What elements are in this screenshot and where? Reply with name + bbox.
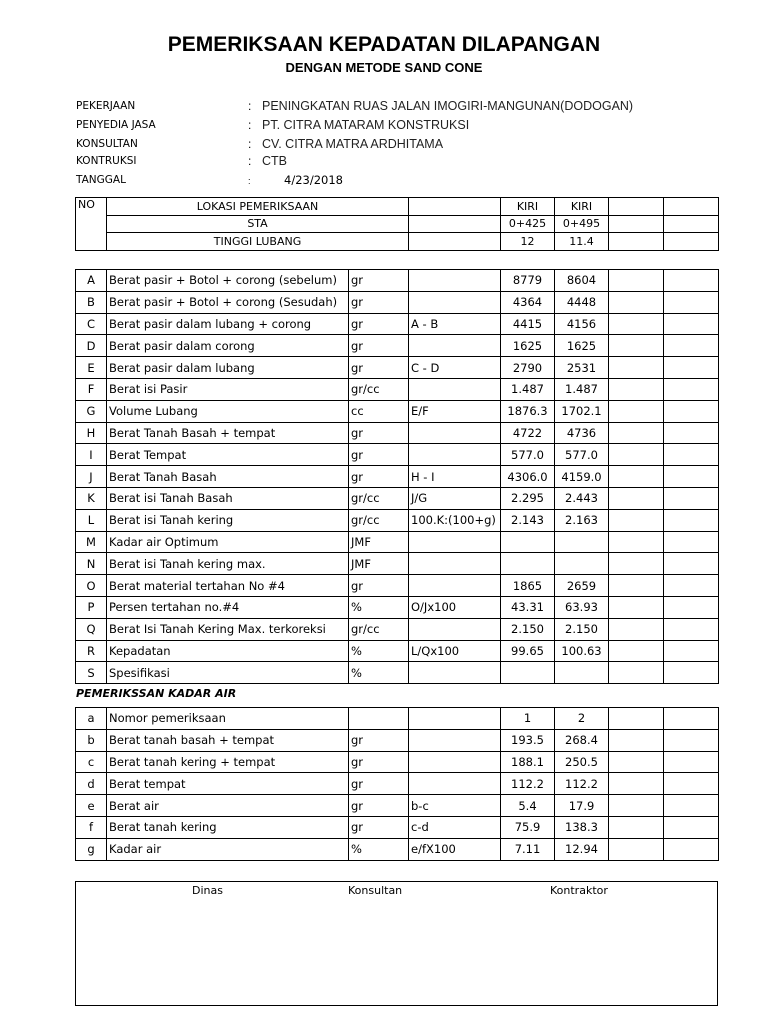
empty-cell bbox=[609, 444, 664, 466]
empty-cell bbox=[609, 422, 664, 444]
empty-cell bbox=[609, 378, 664, 400]
info-colon: : bbox=[248, 99, 252, 113]
row-value-1: 577.0 bbox=[501, 444, 555, 466]
info-row-tanggal bbox=[76, 172, 736, 188]
row-description: Berat Isi Tanah Kering Max. terkoreksi bbox=[107, 618, 349, 640]
empty-cell bbox=[664, 313, 719, 335]
empty-cell bbox=[664, 531, 719, 553]
empty-cell bbox=[664, 444, 719, 466]
position-col1: KIRI bbox=[501, 198, 555, 216]
sta-col2: 0+495 bbox=[555, 215, 609, 233]
empty-cell bbox=[664, 422, 719, 444]
table-row bbox=[76, 575, 719, 597]
row-formula: b-c bbox=[409, 795, 501, 817]
row-value-2 bbox=[555, 553, 609, 575]
water-section-title: PEMERIKSSAN KADAR AIR bbox=[76, 687, 237, 700]
row-value-2: 268.4 bbox=[555, 729, 609, 751]
row-formula bbox=[409, 444, 501, 466]
row-description: Berat pasir + Botol + corong (sebelum) bbox=[107, 270, 349, 292]
table-row bbox=[76, 795, 719, 817]
empty-cell bbox=[609, 640, 664, 662]
empty-cell bbox=[664, 575, 719, 597]
empty-cell bbox=[664, 378, 719, 400]
table-row bbox=[76, 773, 719, 795]
empty-cell bbox=[664, 708, 719, 730]
table-row bbox=[76, 400, 719, 422]
table-row bbox=[76, 233, 719, 251]
empty-cell bbox=[664, 640, 719, 662]
empty-cell bbox=[609, 795, 664, 817]
table-row bbox=[76, 729, 719, 751]
empty-cell bbox=[664, 838, 719, 860]
empty-cell bbox=[609, 487, 664, 509]
row-value-2: 2659 bbox=[555, 575, 609, 597]
row-value-2: 2.163 bbox=[555, 509, 609, 531]
empty-cell bbox=[664, 816, 719, 838]
row-formula bbox=[409, 773, 501, 795]
info-row-penyedia-jasa bbox=[76, 117, 736, 133]
table-row bbox=[76, 335, 719, 357]
row-code: R bbox=[76, 640, 107, 662]
row-code: N bbox=[76, 553, 107, 575]
row-description: Berat Tanah Basah + tempat bbox=[107, 422, 349, 444]
row-unit: % bbox=[349, 838, 409, 860]
row-formula bbox=[409, 618, 501, 640]
row-formula bbox=[409, 422, 501, 444]
row-unit: gr/cc bbox=[349, 487, 409, 509]
table-row bbox=[76, 596, 719, 618]
row-value-2: 1625 bbox=[555, 335, 609, 357]
row-value-2: 100.63 bbox=[555, 640, 609, 662]
row-value-2: 63.93 bbox=[555, 596, 609, 618]
row-value-2: 8604 bbox=[555, 270, 609, 292]
row-description: Berat isi Tanah kering max. bbox=[107, 553, 349, 575]
row-value-1 bbox=[501, 531, 555, 553]
empty-cell bbox=[664, 729, 719, 751]
row-formula: C - D bbox=[409, 357, 501, 379]
empty-cell bbox=[664, 596, 719, 618]
row-code: I bbox=[76, 444, 107, 466]
empty-cell bbox=[664, 553, 719, 575]
row-unit bbox=[349, 708, 409, 730]
row-value-1: 188.1 bbox=[501, 751, 555, 773]
info-colon: : bbox=[248, 176, 251, 186]
empty-cell bbox=[664, 270, 719, 292]
row-value-1: 7.11 bbox=[501, 838, 555, 860]
tinggi-label: TINGGI LUBANG bbox=[107, 233, 409, 251]
row-formula: E/F bbox=[409, 400, 501, 422]
info-label: PEKERJAAN bbox=[76, 100, 136, 112]
row-value-2: 4736 bbox=[555, 422, 609, 444]
row-code: C bbox=[76, 313, 107, 335]
row-unit: gr bbox=[349, 357, 409, 379]
empty-cell bbox=[609, 509, 664, 531]
row-value-2 bbox=[555, 662, 609, 684]
info-value: PENINGKATAN RUAS JALAN IMOGIRI-MANGUNAN(DODOGAN) bbox=[262, 99, 634, 113]
row-description: Berat isi Tanah Basah bbox=[107, 487, 349, 509]
page-subtitle: DENGAN METODE SAND CONE bbox=[285, 60, 483, 75]
signature-konsultan: Konsultan bbox=[348, 884, 403, 897]
table-row bbox=[76, 640, 719, 662]
row-unit: gr bbox=[349, 335, 409, 357]
table-row bbox=[76, 313, 719, 335]
row-formula: 100.K:(100+g) bbox=[409, 509, 501, 531]
empty-cell bbox=[664, 357, 719, 379]
empty-cell bbox=[664, 509, 719, 531]
empty-cell bbox=[609, 553, 664, 575]
row-value-1: 1865 bbox=[501, 575, 555, 597]
table-row bbox=[76, 215, 719, 233]
row-description: Kadar air Optimum bbox=[107, 531, 349, 553]
row-code: S bbox=[76, 662, 107, 684]
row-code: e bbox=[76, 795, 107, 817]
row-description: Berat tanah kering + tempat bbox=[107, 751, 349, 773]
table-row bbox=[76, 662, 719, 684]
empty-cell bbox=[664, 751, 719, 773]
water-content-table-body bbox=[76, 708, 719, 861]
empty-cell bbox=[609, 729, 664, 751]
row-formula bbox=[409, 291, 501, 313]
row-description: Kepadatan bbox=[107, 640, 349, 662]
lokasi-header: LOKASI PEMERIKSAAN bbox=[107, 198, 409, 216]
tinggi-col1: 12 bbox=[501, 233, 555, 251]
row-value-1: 75.9 bbox=[501, 816, 555, 838]
empty-cell bbox=[664, 487, 719, 509]
position-col2: KIRI bbox=[555, 198, 609, 216]
row-description: Berat Tanah Basah bbox=[107, 466, 349, 488]
row-formula: A - B bbox=[409, 313, 501, 335]
row-value-2: 577.0 bbox=[555, 444, 609, 466]
empty-cell bbox=[609, 662, 664, 684]
table-row bbox=[76, 270, 719, 292]
row-value-1: 2.295 bbox=[501, 487, 555, 509]
row-unit: gr bbox=[349, 422, 409, 444]
row-description: Berat tempat bbox=[107, 773, 349, 795]
empty-cell bbox=[609, 575, 664, 597]
row-formula: c-d bbox=[409, 816, 501, 838]
tinggi-col2: 11.4 bbox=[555, 233, 609, 251]
empty-cell bbox=[609, 466, 664, 488]
info-label: PENYEDIA JASA bbox=[76, 119, 156, 131]
page-title: PEMERIKSAAN KEPADATAN DILAPANGAN bbox=[167, 33, 601, 56]
empty-cell bbox=[609, 618, 664, 640]
empty-cell bbox=[609, 838, 664, 860]
empty-cell bbox=[664, 773, 719, 795]
row-value-1: 2.143 bbox=[501, 509, 555, 531]
row-unit: gr bbox=[349, 313, 409, 335]
row-description: Berat isi Tanah kering bbox=[107, 509, 349, 531]
row-formula: L/Qx100 bbox=[409, 640, 501, 662]
row-unit: gr bbox=[349, 466, 409, 488]
empty-cell bbox=[609, 773, 664, 795]
row-formula: e/fX100 bbox=[409, 838, 501, 860]
info-colon: : bbox=[248, 118, 252, 132]
row-value-1: 4415 bbox=[501, 313, 555, 335]
info-row-konsultan bbox=[76, 136, 736, 152]
info-row-kontruksi bbox=[76, 153, 736, 169]
info-value: PT. CITRA MATARAM KONSTRUKSI bbox=[262, 118, 470, 132]
row-value-1: 1 bbox=[501, 708, 555, 730]
row-code: Q bbox=[76, 618, 107, 640]
info-value: CV. CITRA MATRA ARDHITAMA bbox=[262, 137, 444, 151]
table-row bbox=[76, 378, 719, 400]
row-formula bbox=[409, 575, 501, 597]
info-row-pekerjaan bbox=[76, 98, 736, 114]
row-value-2: 1702.1 bbox=[555, 400, 609, 422]
row-value-2: 4156 bbox=[555, 313, 609, 335]
row-description: Berat pasir dalam corong bbox=[107, 335, 349, 357]
row-code: a bbox=[76, 708, 107, 730]
empty-cell bbox=[609, 708, 664, 730]
row-unit: % bbox=[349, 596, 409, 618]
row-value-2 bbox=[555, 531, 609, 553]
table-row bbox=[76, 466, 719, 488]
row-formula bbox=[409, 662, 501, 684]
row-formula bbox=[409, 270, 501, 292]
row-code: M bbox=[76, 531, 107, 553]
row-value-1: 5.4 bbox=[501, 795, 555, 817]
row-description: Spesifikasi bbox=[107, 662, 349, 684]
row-value-2: 138.3 bbox=[555, 816, 609, 838]
row-value-1: 99.65 bbox=[501, 640, 555, 662]
water-content-table bbox=[75, 707, 719, 861]
table-row bbox=[76, 531, 719, 553]
table-row bbox=[76, 553, 719, 575]
row-unit: gr bbox=[349, 795, 409, 817]
row-description: Berat tanah kering bbox=[107, 816, 349, 838]
row-value-2: 2531 bbox=[555, 357, 609, 379]
row-value-2: 250.5 bbox=[555, 751, 609, 773]
empty-cell bbox=[664, 662, 719, 684]
row-value-2: 4159.0 bbox=[555, 466, 609, 488]
table-row bbox=[76, 838, 719, 860]
empty-cell bbox=[664, 400, 719, 422]
row-unit: gr bbox=[349, 291, 409, 313]
row-unit: JMF bbox=[349, 553, 409, 575]
row-description: Nomor pemeriksaan bbox=[107, 708, 349, 730]
info-label: KONSULTAN bbox=[76, 138, 138, 150]
empty-cell bbox=[609, 357, 664, 379]
row-unit: % bbox=[349, 662, 409, 684]
row-formula bbox=[409, 335, 501, 357]
table-row bbox=[76, 816, 719, 838]
row-description: Berat pasir dalam lubang + corong bbox=[107, 313, 349, 335]
empty-cell bbox=[609, 270, 664, 292]
table-row bbox=[76, 751, 719, 773]
row-code: b bbox=[76, 729, 107, 751]
row-formula bbox=[409, 531, 501, 553]
row-value-1: 8779 bbox=[501, 270, 555, 292]
row-unit: gr bbox=[349, 575, 409, 597]
empty-cell bbox=[609, 335, 664, 357]
row-description: Volume Lubang bbox=[107, 400, 349, 422]
table-row bbox=[76, 198, 719, 216]
row-value-1: 4722 bbox=[501, 422, 555, 444]
signature-dinas: Dinas bbox=[192, 884, 223, 897]
row-formula bbox=[409, 708, 501, 730]
row-value-1: 2790 bbox=[501, 357, 555, 379]
info-colon: : bbox=[248, 137, 252, 151]
row-unit: gr bbox=[349, 751, 409, 773]
row-code: H bbox=[76, 422, 107, 444]
row-unit: gr bbox=[349, 444, 409, 466]
row-value-1: 4306.0 bbox=[501, 466, 555, 488]
row-description: Berat air bbox=[107, 795, 349, 817]
row-code: O bbox=[76, 575, 107, 597]
row-unit: gr bbox=[349, 773, 409, 795]
table-row bbox=[76, 708, 719, 730]
row-code: K bbox=[76, 487, 107, 509]
row-code: A bbox=[76, 270, 107, 292]
row-value-1: 4364 bbox=[501, 291, 555, 313]
row-description: Berat pasir + Botol + corong (Sesudah) bbox=[107, 291, 349, 313]
empty-cell bbox=[609, 751, 664, 773]
row-formula bbox=[409, 751, 501, 773]
row-value-2: 12.94 bbox=[555, 838, 609, 860]
row-formula bbox=[409, 553, 501, 575]
row-code: g bbox=[76, 838, 107, 860]
row-code: J bbox=[76, 466, 107, 488]
sta-col1: 0+425 bbox=[501, 215, 555, 233]
row-formula: J/G bbox=[409, 487, 501, 509]
row-value-1: 1876.3 bbox=[501, 400, 555, 422]
row-code: D bbox=[76, 335, 107, 357]
row-unit: gr/cc bbox=[349, 509, 409, 531]
empty-cell bbox=[664, 335, 719, 357]
row-description: Berat isi Pasir bbox=[107, 378, 349, 400]
signature-kontraktor: Kontraktor bbox=[550, 884, 608, 897]
row-value-2: 2 bbox=[555, 708, 609, 730]
row-value-2: 4448 bbox=[555, 291, 609, 313]
row-value-2: 2.443 bbox=[555, 487, 609, 509]
sta-label: STA bbox=[107, 215, 409, 233]
row-description: Berat tanah basah + tempat bbox=[107, 729, 349, 751]
row-code: c bbox=[76, 751, 107, 773]
row-description: Persen tertahan no.#4 bbox=[107, 596, 349, 618]
row-unit: gr/cc bbox=[349, 378, 409, 400]
row-unit: JMF bbox=[349, 531, 409, 553]
sand-cone-table bbox=[75, 269, 719, 684]
row-formula: H - I bbox=[409, 466, 501, 488]
row-value-2: 1.487 bbox=[555, 378, 609, 400]
row-code: f bbox=[76, 816, 107, 838]
empty-cell bbox=[609, 531, 664, 553]
row-unit: cc bbox=[349, 400, 409, 422]
row-code: G bbox=[76, 400, 107, 422]
row-value-2: 17.9 bbox=[555, 795, 609, 817]
row-code: F bbox=[76, 378, 107, 400]
row-formula bbox=[409, 378, 501, 400]
row-value-1: 2.150 bbox=[501, 618, 555, 640]
row-unit: gr bbox=[349, 729, 409, 751]
row-value-2: 2.150 bbox=[555, 618, 609, 640]
sand-cone-table-body bbox=[76, 270, 719, 684]
row-value-1: 193.5 bbox=[501, 729, 555, 751]
row-description: Kadar air bbox=[107, 838, 349, 860]
row-code: L bbox=[76, 509, 107, 531]
row-value-1: 1625 bbox=[501, 335, 555, 357]
row-description: Berat material tertahan No #4 bbox=[107, 575, 349, 597]
table-row bbox=[76, 444, 719, 466]
table-row bbox=[76, 509, 719, 531]
row-value-1: 43.31 bbox=[501, 596, 555, 618]
row-unit: gr/cc bbox=[349, 618, 409, 640]
info-label: KONTRUKSI bbox=[76, 155, 137, 167]
info-colon: : bbox=[248, 154, 252, 168]
empty-cell bbox=[664, 291, 719, 313]
table-row bbox=[76, 291, 719, 313]
empty-cell bbox=[609, 596, 664, 618]
empty-cell bbox=[609, 313, 664, 335]
empty-cell bbox=[609, 400, 664, 422]
empty-cell bbox=[664, 795, 719, 817]
row-value-1 bbox=[501, 662, 555, 684]
row-code: E bbox=[76, 357, 107, 379]
row-formula: O/Jx100 bbox=[409, 596, 501, 618]
row-unit: gr bbox=[349, 816, 409, 838]
location-table bbox=[75, 197, 719, 251]
info-label: TANGGAL bbox=[76, 174, 126, 186]
signature-box bbox=[75, 881, 718, 1006]
no-header: NO bbox=[76, 198, 107, 251]
row-formula bbox=[409, 729, 501, 751]
table-row bbox=[76, 618, 719, 640]
row-description: Berat Tempat bbox=[107, 444, 349, 466]
row-description: Berat pasir dalam lubang bbox=[107, 357, 349, 379]
empty-cell bbox=[664, 618, 719, 640]
table-row bbox=[76, 487, 719, 509]
row-unit: gr bbox=[349, 270, 409, 292]
info-value: 4/23/2018 bbox=[284, 173, 343, 187]
row-code: P bbox=[76, 596, 107, 618]
row-code: d bbox=[76, 773, 107, 795]
row-value-1: 112.2 bbox=[501, 773, 555, 795]
row-unit: % bbox=[349, 640, 409, 662]
row-value-1 bbox=[501, 553, 555, 575]
table-row bbox=[76, 357, 719, 379]
row-value-2: 112.2 bbox=[555, 773, 609, 795]
empty-cell bbox=[609, 291, 664, 313]
row-code: B bbox=[76, 291, 107, 313]
info-value: CTB bbox=[262, 154, 287, 168]
table-row bbox=[76, 422, 719, 444]
row-value-1: 1.487 bbox=[501, 378, 555, 400]
empty-cell bbox=[664, 466, 719, 488]
empty-cell bbox=[609, 816, 664, 838]
